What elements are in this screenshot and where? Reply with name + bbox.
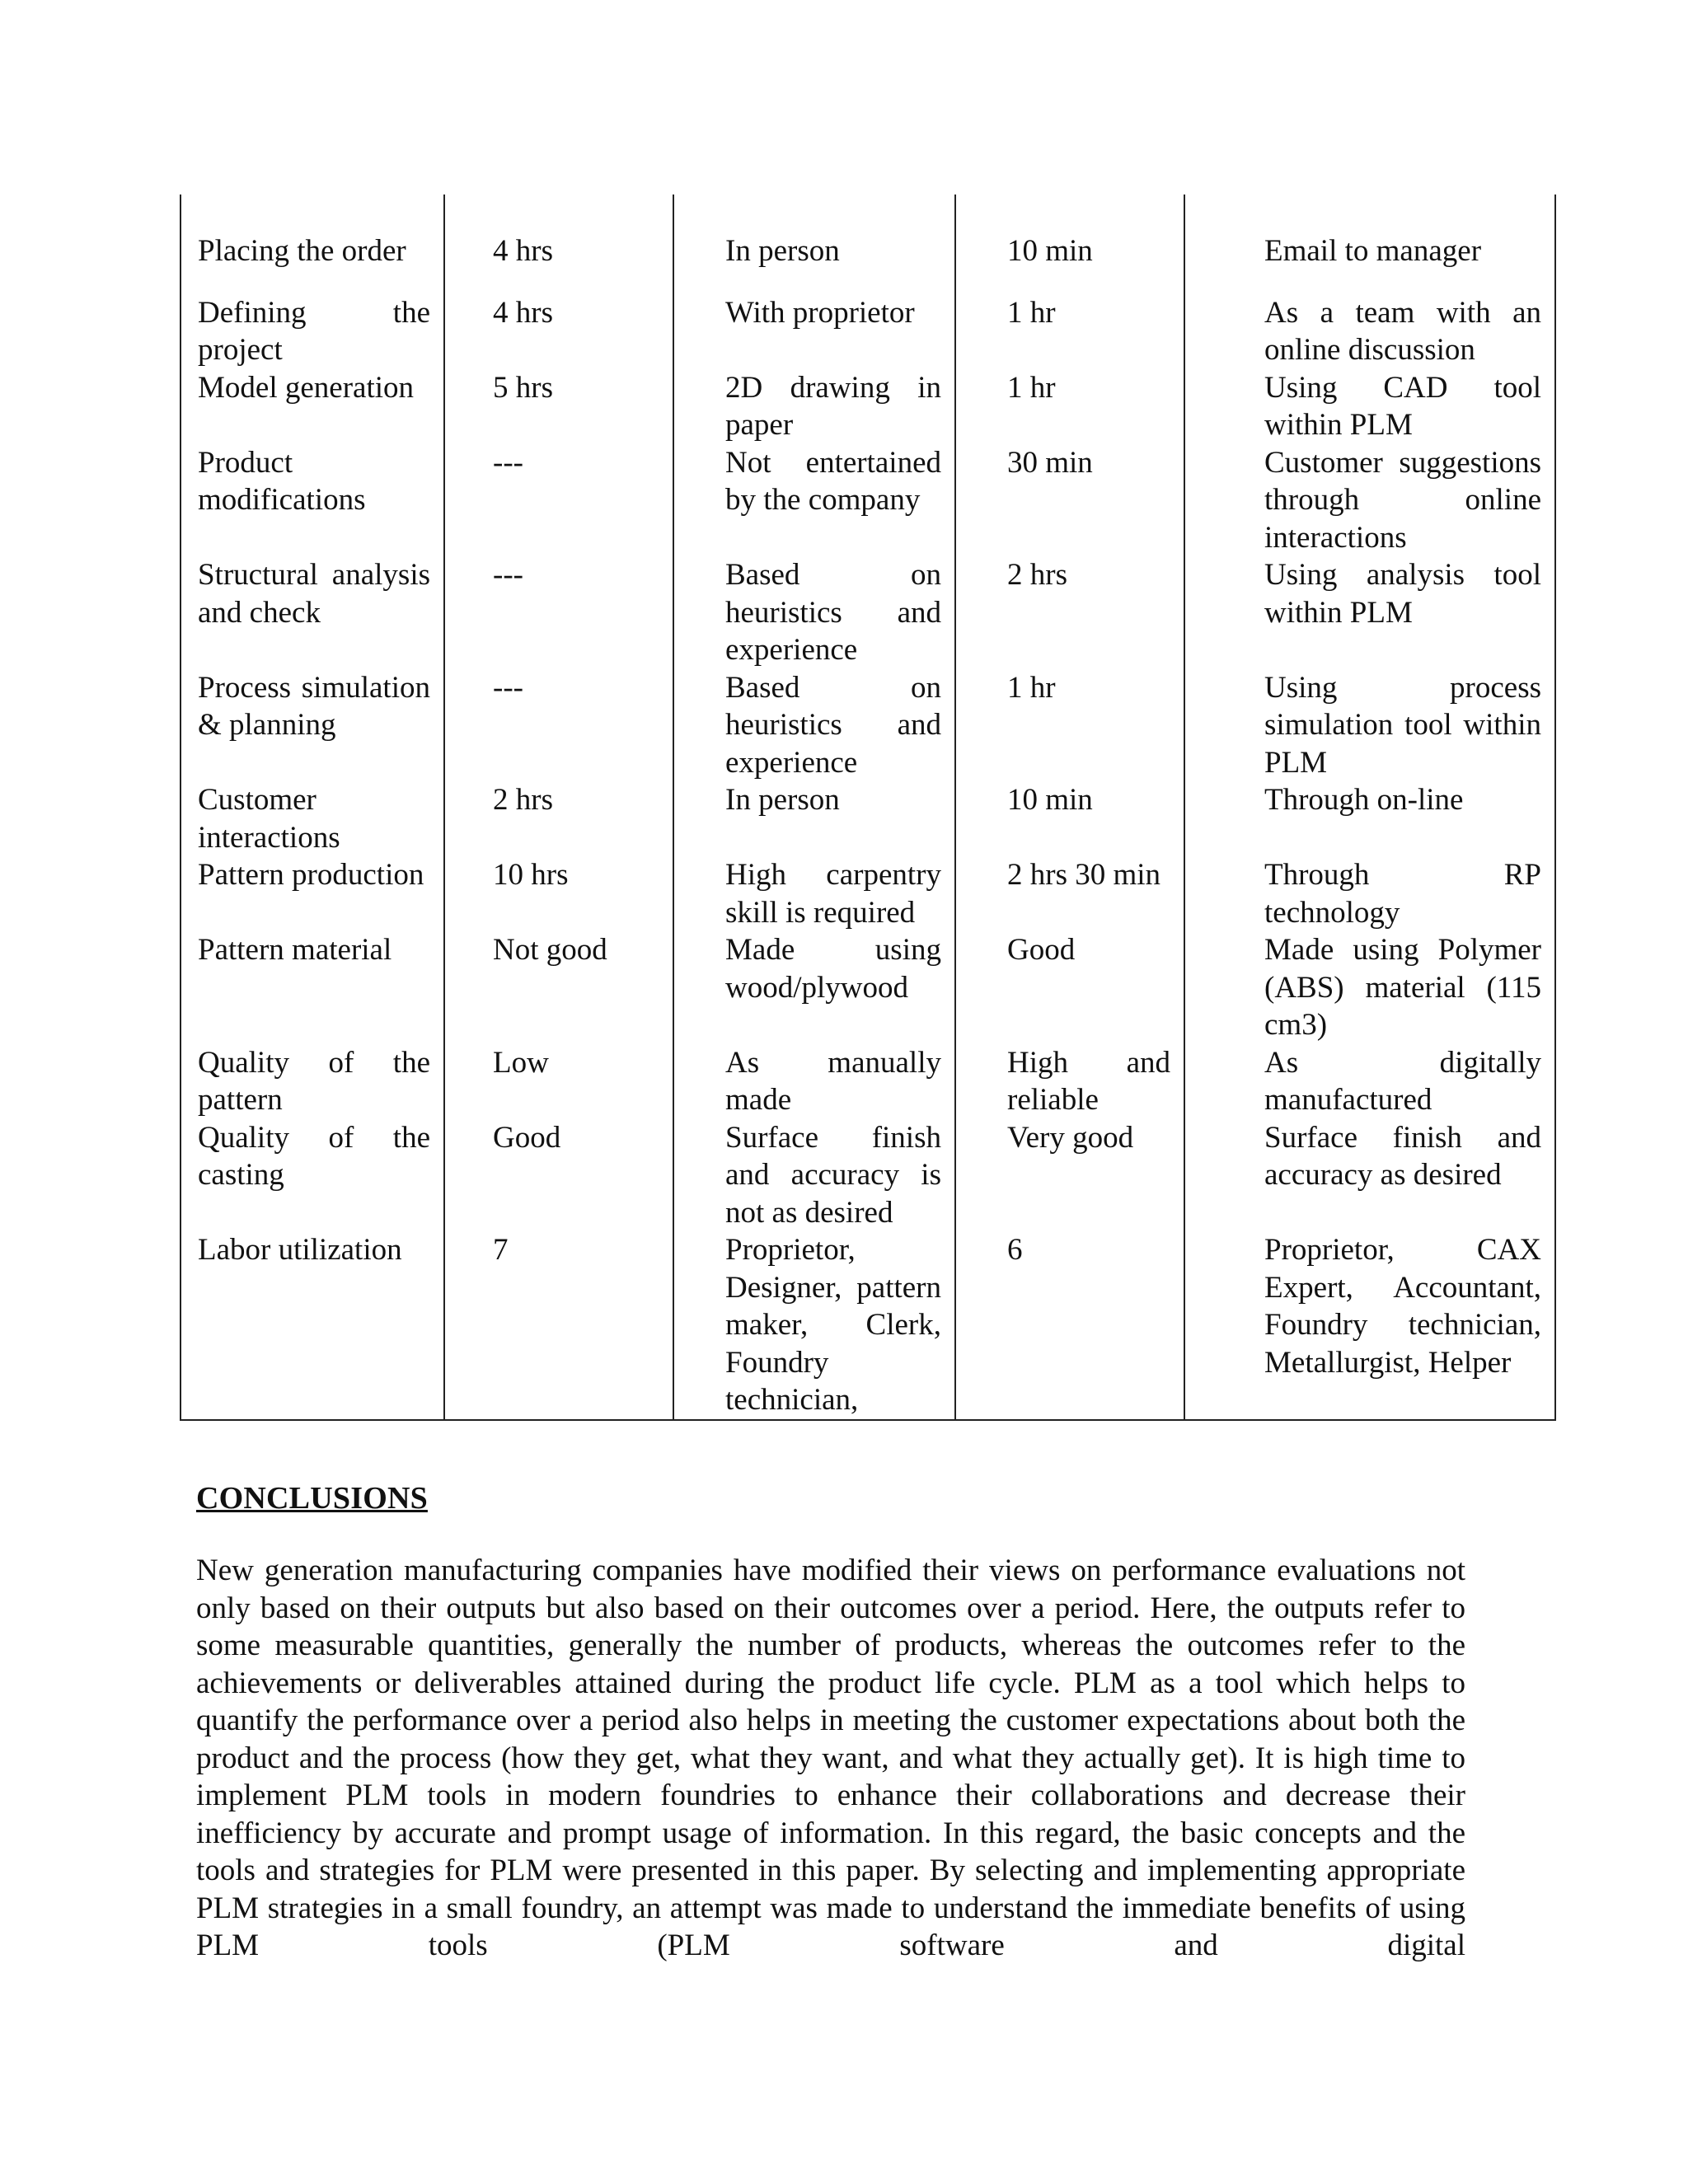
table-cell: In person bbox=[673, 194, 955, 294]
table-cell: Proprietor, Designer, pattern maker, Clerk, Foundry technician, bbox=[673, 1231, 955, 1420]
table-cell: Pattern material bbox=[181, 931, 444, 1044]
table-row bbox=[181, 781, 1555, 856]
table-cell: 1 hr bbox=[955, 369, 1184, 444]
table-cell: Customer interactions bbox=[181, 781, 444, 856]
table-cell: 2 hrs 30 min bbox=[955, 856, 1184, 931]
table-cell: 6 bbox=[955, 1231, 1184, 1420]
table-cell: Low bbox=[444, 1044, 673, 1119]
table-cell: 2D drawing in paper bbox=[673, 369, 955, 444]
table-row bbox=[181, 294, 1555, 369]
table-row bbox=[181, 444, 1555, 557]
table-cell: --- bbox=[444, 669, 673, 782]
table-row bbox=[181, 556, 1555, 669]
table-cell: Not good bbox=[444, 931, 673, 1044]
table-cell: Using process simulation tool within PLM bbox=[1184, 669, 1555, 782]
table-cell: Structural analysis and check bbox=[181, 556, 444, 669]
table-cell: --- bbox=[444, 444, 673, 557]
table-cell: Using analysis tool within PLM bbox=[1184, 556, 1555, 669]
table-cell: Email to manager bbox=[1184, 194, 1555, 294]
table-cell: 10 hrs bbox=[444, 856, 673, 931]
table-cell: Through RP technology bbox=[1184, 856, 1555, 931]
table-cell: As digitally manufactured bbox=[1184, 1044, 1555, 1119]
table-cell: Very good bbox=[955, 1119, 1184, 1232]
table-cell: Process simulation & planning bbox=[181, 669, 444, 782]
table-cell: Good bbox=[955, 931, 1184, 1044]
table-cell: 5 hrs bbox=[444, 369, 673, 444]
table-row bbox=[181, 194, 1555, 294]
table-cell: 2 hrs bbox=[955, 556, 1184, 669]
table-cell: 7 bbox=[444, 1231, 673, 1420]
table-cell: High carpentry skill is required bbox=[673, 856, 955, 931]
table-cell: Made using wood/plywood bbox=[673, 931, 955, 1044]
body-paragraph: New generation manufacturing companies have modified their views on performance evaluations not only based on their outputs but also based on their outcomes over a period. Here, the outputs refer to some measurable quantities, generally the number of products, whereas the outcomes refer to the achievements or deliverables attained during the product life cycle. PLM as a tool which helps to quantify the performance over a period also helps in meeting the customer expectations about both the product and the process (how they get, what they want, and what they actually get). It is high time to implement PLM tools in modern foundries to enhance their collaborations and decrease their inefficiency by accurate and prompt usage of information. In this regard, the basic concepts and the tools and strategies for PLM were presented in this paper. By selecting and implementing appropriate PLM strategies in a small foundry, an attempt was made to understand the immediate benefits of using PLM tools (PLM software and digital bbox=[196, 1554, 1465, 1962]
table-cell: Based on heuristics and experience bbox=[673, 669, 955, 782]
table-cell: Surface finish and accuracy as desired bbox=[1184, 1119, 1555, 1232]
table-cell: Surface finish and accuracy is not as desired bbox=[673, 1119, 955, 1232]
table-cell: Model generation bbox=[181, 369, 444, 444]
table-cell: As manually made bbox=[673, 1044, 955, 1119]
table-cell: Defining the project bbox=[181, 294, 444, 369]
table-cell: Quality of the casting bbox=[181, 1119, 444, 1232]
table-cell: --- bbox=[444, 556, 673, 669]
table-cell: 4 hrs bbox=[444, 194, 673, 294]
table-cell: Product modifications bbox=[181, 444, 444, 557]
table-row bbox=[181, 1044, 1555, 1119]
table-cell: Pattern production bbox=[181, 856, 444, 931]
table-cell: 1 hr bbox=[955, 669, 1184, 782]
comparison-table bbox=[180, 194, 1556, 1421]
table-cell: Labor utilization bbox=[181, 1231, 444, 1420]
table-cell: Quality of the pattern bbox=[181, 1044, 444, 1119]
table-cell: As a team with an online discussion bbox=[1184, 294, 1555, 369]
table-row bbox=[181, 856, 1555, 931]
table-row bbox=[181, 369, 1555, 444]
table-cell: Based on heuristics and experience bbox=[673, 556, 955, 669]
table-cell: Made using Polymer (ABS) material (115 cm3) bbox=[1184, 931, 1555, 1044]
table-row bbox=[181, 1119, 1555, 1232]
table-cell: 4 hrs bbox=[444, 294, 673, 369]
table-cell: 10 min bbox=[955, 194, 1184, 294]
table-cell: 1 hr bbox=[955, 294, 1184, 369]
table-cell: In person bbox=[673, 781, 955, 856]
table-cell: 10 min bbox=[955, 781, 1184, 856]
table-cell: 2 hrs bbox=[444, 781, 673, 856]
table-cell: Proprietor, CAX Expert, Accountant, Foundry technician, Metallurgist, Helper bbox=[1184, 1231, 1555, 1420]
section-heading: CONCLUSIONS bbox=[196, 1481, 428, 1516]
table-cell: Placing the order bbox=[181, 194, 444, 294]
table-cell: Using CAD tool within PLM bbox=[1184, 369, 1555, 444]
table-cell: Through on-line bbox=[1184, 781, 1555, 856]
table-row bbox=[181, 1231, 1555, 1420]
table-cell: High and reliable bbox=[955, 1044, 1184, 1119]
table-cell: Customer suggestions through online interactions bbox=[1184, 444, 1555, 557]
table-row bbox=[181, 669, 1555, 782]
table-cell: Good bbox=[444, 1119, 673, 1232]
table-cell: With proprietor bbox=[673, 294, 955, 369]
table-cell: Not entertained by the company bbox=[673, 444, 955, 557]
table-row bbox=[181, 931, 1555, 1044]
table-cell: 30 min bbox=[955, 444, 1184, 557]
